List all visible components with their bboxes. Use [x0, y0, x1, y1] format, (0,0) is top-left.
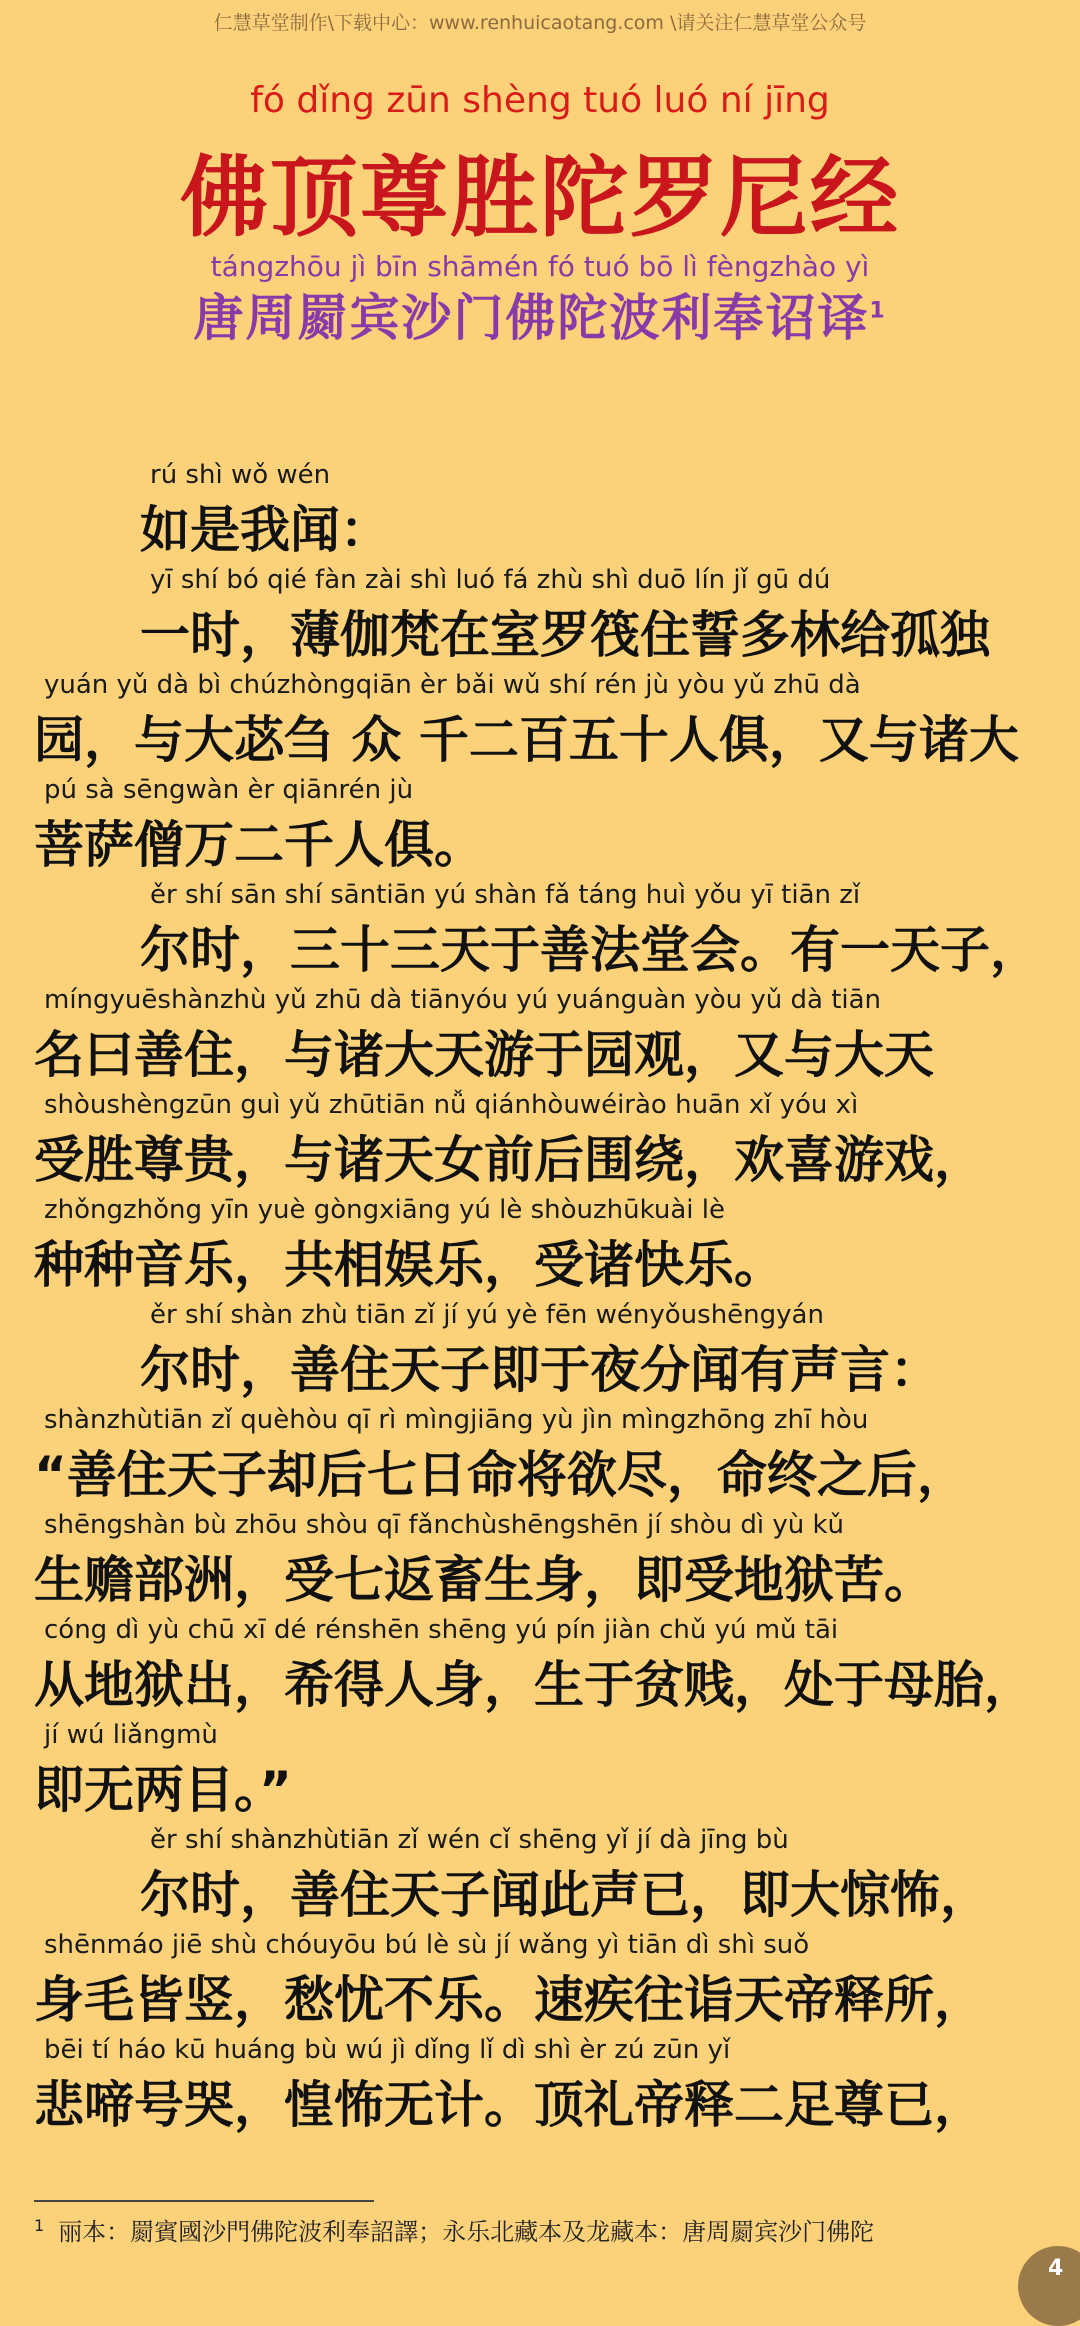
text-line	[0, 1300, 1080, 1405]
line-pinyin: zhǒngzhǒng yīn yuè gòngxiāng yú lè shòuzhūkuài lè	[44, 1195, 725, 1225]
text-line	[0, 1405, 1080, 1510]
text-line	[0, 1195, 1080, 1300]
text-line	[0, 985, 1080, 1090]
subtitle-pinyin: tángzhōu jì bīn shāmén fó tuó bō lì fèngzhào yì	[210, 250, 870, 283]
text-line	[0, 1510, 1080, 1615]
line-pinyin: yī shí bó qié fàn zài shì luó fá zhù shì duō lín jǐ gū dú	[150, 565, 831, 595]
page-title: 佛顶尊胜陀罗尼经	[179, 146, 900, 249]
text-line	[0, 775, 1080, 880]
line-pinyin: rú shì wǒ wén	[150, 460, 331, 490]
line-text: 从地狱出，希得人身，生于贫贱，处于母胎，	[34, 1656, 1034, 1714]
text-line	[0, 1720, 1080, 1825]
line-pinyin: shēngshàn bù zhōu shòu qī fǎnchùshēngshēn jí shòu dì yù kǔ	[44, 1510, 845, 1540]
subtitle-text: 唐周罽宾沙门佛陀波利奉诏译	[193, 289, 870, 347]
page-number: 4	[1018, 2246, 1080, 2326]
text-line	[0, 1615, 1080, 1720]
line-text: 生赡部洲，受七返畜生身，即受地狱苦。	[34, 1551, 934, 1609]
line-text: 名曰善住，与诸大天游于园观，又与大天	[34, 1026, 934, 1084]
line-pinyin: ěr shí sān shí sāntiān yú shàn fǎ táng huì yǒu yī tiān zǐ	[150, 880, 861, 910]
text-line	[0, 670, 1080, 775]
subtitle	[0, 278, 1080, 350]
line-text: 园，与大苾刍 众 千二百五十人俱，又与诸大	[34, 711, 1019, 769]
text-line	[0, 565, 1080, 670]
title-pinyin: fó dǐng zūn shèng tuó luó ní jīng	[250, 80, 830, 121]
footnote-text: 丽本：罽賓國沙門佛陀波利奉詔譯；永乐北藏本及龙藏本：唐周罽宾沙门佛陀	[58, 2218, 875, 2246]
line-pinyin: shòushèngzūn guì yǔ zhūtiān nǚ qiánhòuwéirào huān xǐ yóu xì	[44, 1090, 859, 1120]
text-line	[0, 460, 1080, 565]
line-pinyin: shēnmáo jiē shù chóuyōu bú lè sù jí wǎng yì tiān dì shì suǒ	[44, 1930, 810, 1960]
line-pinyin: shànzhùtiān zǐ quèhòu qī rì mìngjiāng yù jìn mìngzhōng zhī hòu	[44, 1405, 869, 1435]
line-text: 如是我闻：	[140, 501, 390, 559]
line-text: 种种音乐，共相娱乐，受诸快乐。	[34, 1236, 784, 1294]
line-pinyin: míngyuēshànzhù yǔ zhū dà tiānyóu yú yuánguàn yòu yǔ dà tiān	[44, 985, 882, 1015]
line-text: 即无两目。”	[34, 1761, 292, 1819]
line-text: 受胜尊贵，与诸天女前后围绕，欢喜游戏，	[34, 1131, 984, 1189]
text-line	[0, 1090, 1080, 1195]
line-text: 菩萨僧万二千人俱。	[34, 816, 484, 874]
text-line	[0, 880, 1080, 985]
line-text: 身毛皆竖，愁忧不乐。速疾往诣天帝释所，	[34, 1971, 984, 2029]
footnote-mark: 1	[34, 2216, 45, 2235]
text-line	[0, 1825, 1080, 1930]
line-pinyin: cóng dì yù chū xī dé rénshēn shēng yú pín jiàn chǔ yú mǔ tāi	[44, 1615, 839, 1645]
header-note: 仁慧草堂制作\下载中心：www.renhuicaotang.com \请关注仁慧草堂公众号	[213, 12, 867, 34]
line-text: 尔时，善住天子即于夜分闻有声言：	[140, 1341, 940, 1399]
text-line	[0, 1930, 1080, 2035]
line-text: “善住天子却后七日命将欲尽，命终之后，	[34, 1446, 967, 1504]
line-pinyin: ěr shí shànzhùtiān zǐ wén cǐ shēng yǐ jí dà jīng bù	[150, 1825, 789, 1855]
line-pinyin: ěr shí shàn zhù tiān zǐ jí yú yè fēn wényǒushēngyán	[150, 1300, 824, 1330]
text-line	[0, 2035, 1080, 2140]
line-text: 悲啼号哭，惶怖无计。顶礼帝释二足尊已，	[34, 2076, 984, 2134]
line-pinyin: pú sà sēngwàn èr qiānrén jù	[44, 775, 414, 805]
line-text: 一时，薄伽梵在室罗筏住誓多林给孤独	[140, 606, 990, 664]
line-text: 尔时，三十三天于善法堂会。有一天子，	[140, 921, 1040, 979]
line-pinyin: jí wú liǎngmù	[44, 1720, 218, 1750]
footnote-ref[interactable]: 1	[869, 298, 887, 324]
footnote	[34, 2212, 874, 2247]
line-pinyin: bēi tí háo kū huáng bù wú jì dǐng lǐ dì shì èr zú zūn yǐ	[44, 2035, 731, 2065]
footnote-divider	[34, 2200, 374, 2202]
line-pinyin: yuán yǔ dà bì chúzhòngqiān èr bǎi wǔ shí rén jù yòu yǔ zhū dà	[44, 670, 861, 700]
line-text: 尔时，善住天子闻此声已，即大惊怖，	[140, 1866, 990, 1924]
